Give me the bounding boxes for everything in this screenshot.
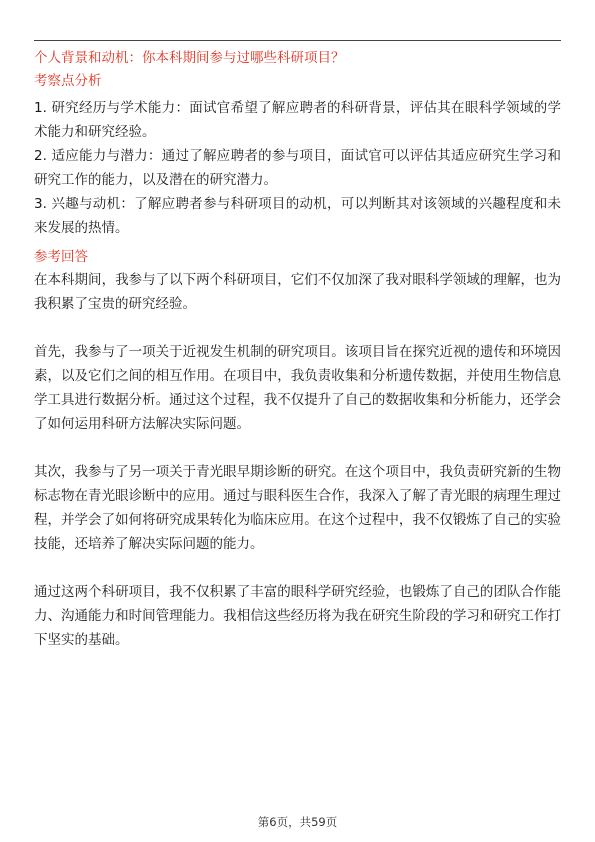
answer-paragraph: 在本科期间，我参与了以下两个科研项目，它们不仅加深了我对眼科学领域的理解，也为我积累了宝贵的研究经验。 xyxy=(34,272,561,312)
analysis-item: 1. 研究经历与学术能力：面试官希望了解应聘者的科研背景，评估其在眼科学领域的学术能力和研究经验。 xyxy=(34,100,561,140)
answer-paragraph: 通过这两个科研项目，我不仅积累了丰富的眼科学研究经验，也锻炼了自己的团队合作能力、沟通能力和时间管理能力。我相信这些经历将为我在研究生阶段的学习和研究工作打下坚实的基础。 xyxy=(34,584,561,648)
question-heading: 个人背景和动机：你本科期间参与过哪些科研项目？ xyxy=(34,50,345,66)
analysis-item: 2. 适应能力与潜力：通过了解应聘者的参与项目，面试官可以评估其适应研究生学习和研究工作的能力，以及潜在的研究潜力。 xyxy=(34,148,561,188)
analysis-item: 3. 兴趣与动机：了解应聘者参与科研项目的动机，可以判断其对该领域的兴趣程度和未来发展的热情。 xyxy=(34,196,561,236)
header-rule xyxy=(34,40,561,41)
answer-section-title: 参考回答 xyxy=(34,249,88,265)
analysis-section-title: 考察点分析 xyxy=(34,73,102,89)
page-number: 第6页，共59页 xyxy=(257,815,338,829)
answer-paragraph: 其次，我参与了另一项关于青光眼早期诊断的研究。在这个项目中，我负责研究新的生物标志物在青光眼诊断中的应用。通过与眼科医生合作，我深入了解了青光眼的病理生理过程，并学会了如何将研究成果转化为临床应用。在这个过程中，我不仅锻炼了自己的实验技能，还培养了解决实际问题的能力。 xyxy=(34,464,561,552)
answer-paragraph: 首先，我参与了一项关于近视发生机制的研究项目。该项目旨在探究近视的遗传和环境因素，以及它们之间的相互作用。在项目中，我负责收集和分析遗传数据，并使用生物信息学工具进行数据分析。通过这个过程，我不仅提升了自己的数据收集和分析能力，还学会了如何运用科研方法解决实际问题。 xyxy=(34,344,561,432)
document-body xyxy=(34,46,561,652)
